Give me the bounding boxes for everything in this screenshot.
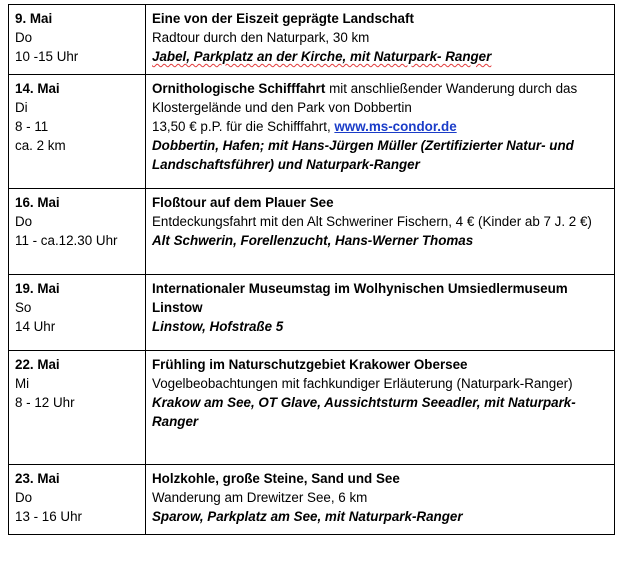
event-title: Eine von der Eiszeit geprägte Landschaft — [152, 11, 414, 26]
event-date: 9. Mai — [15, 11, 53, 26]
event-weekday: Do — [15, 30, 33, 45]
event-weekday: Mi — [15, 376, 30, 391]
event-date: 19. Mai — [15, 281, 60, 296]
date-cell — [9, 351, 146, 465]
event-location: Dobbertin, Hafen; mit Hans-Jürgen Müller (Zertifizierter Natur- und Landschaftsführer) und Naturpark-Ranger — [152, 138, 574, 172]
event-title: Internationaler Museumstag im Wolhynischen Umsiedlermuseum Linstow — [152, 281, 568, 315]
table-row — [9, 465, 615, 535]
event-location: Jabel, Parkplatz an der Kirche, mit Naturpark- Ranger — [152, 49, 492, 64]
event-date: 14. Mai — [15, 81, 60, 96]
event-time: 8 - 11 — [15, 119, 49, 134]
event-time: 13 - 16 Uhr — [15, 509, 82, 524]
table-row — [9, 275, 615, 351]
event-description: 13,50 € p.P. für die Schifffahrt, — [152, 119, 335, 134]
event-date: 16. Mai — [15, 195, 60, 210]
event-title: Frühling im Naturschutzgebiet Krakower Obersee — [152, 357, 468, 372]
event-weekday: Di — [15, 100, 28, 115]
date-cell — [9, 5, 146, 75]
event-title: Holzkohle, große Steine, Sand und See — [152, 471, 400, 486]
event-weekday: Do — [15, 214, 33, 229]
info-cell — [146, 5, 615, 75]
event-description: Vogelbeobachtungen mit fachkundiger Erläuterung (Naturpark-Ranger) — [152, 376, 573, 391]
event-location: Alt Schwerin, Forellenzucht, Hans-Werner Thomas — [152, 233, 474, 248]
table-row — [9, 189, 615, 275]
info-cell — [146, 351, 615, 465]
date-cell — [9, 189, 146, 275]
event-description: Radtour durch den Naturpark, 30 km — [152, 30, 370, 45]
table-row — [9, 75, 615, 189]
event-location: Linstow, Hofstraße 5 — [152, 319, 284, 334]
event-location: Krakow am See, OT Glave, Aussichtsturm Seeadler, mit Naturpark-Ranger — [152, 395, 576, 429]
info-cell — [146, 275, 615, 351]
date-cell — [9, 465, 146, 535]
event-location: Sparow, Parkplatz am See, mit Naturpark-Ranger — [152, 509, 463, 524]
event-title: Floßtour auf dem Plauer See — [152, 195, 334, 210]
event-description: Entdeckungsfahrt mit den Alt Schweriner Fischern, 4 € (Kinder ab 7 J. 2 €) — [152, 214, 592, 229]
info-cell — [146, 75, 615, 189]
event-date: 23. Mai — [15, 471, 60, 486]
event-title-tail: mit anschließender Wanderung durch das Klostergelände und den Park von Dobbertin — [152, 81, 578, 115]
event-weekday: Do — [15, 490, 33, 505]
table-row — [9, 5, 615, 75]
event-distance: ca. 2 km — [15, 138, 66, 153]
table-row — [9, 351, 615, 465]
events-table — [8, 4, 615, 535]
event-time: 14 Uhr — [15, 319, 56, 334]
event-time: 11 - ca.12.30 Uhr — [15, 233, 118, 248]
info-cell — [146, 465, 615, 535]
event-date: 22. Mai — [15, 357, 60, 372]
event-link[interactable]: www.ms-condor.de — [334, 119, 457, 134]
date-cell — [9, 275, 146, 351]
event-time: 8 - 12 Uhr — [15, 395, 75, 410]
info-cell — [146, 189, 615, 275]
event-description: Wanderung am Drewitzer See, 6 km — [152, 490, 368, 505]
event-weekday: So — [15, 300, 32, 315]
event-title: Ornithologische Schifffahrt — [152, 81, 326, 96]
event-time: 10 -15 Uhr — [15, 49, 79, 64]
date-cell — [9, 75, 146, 189]
